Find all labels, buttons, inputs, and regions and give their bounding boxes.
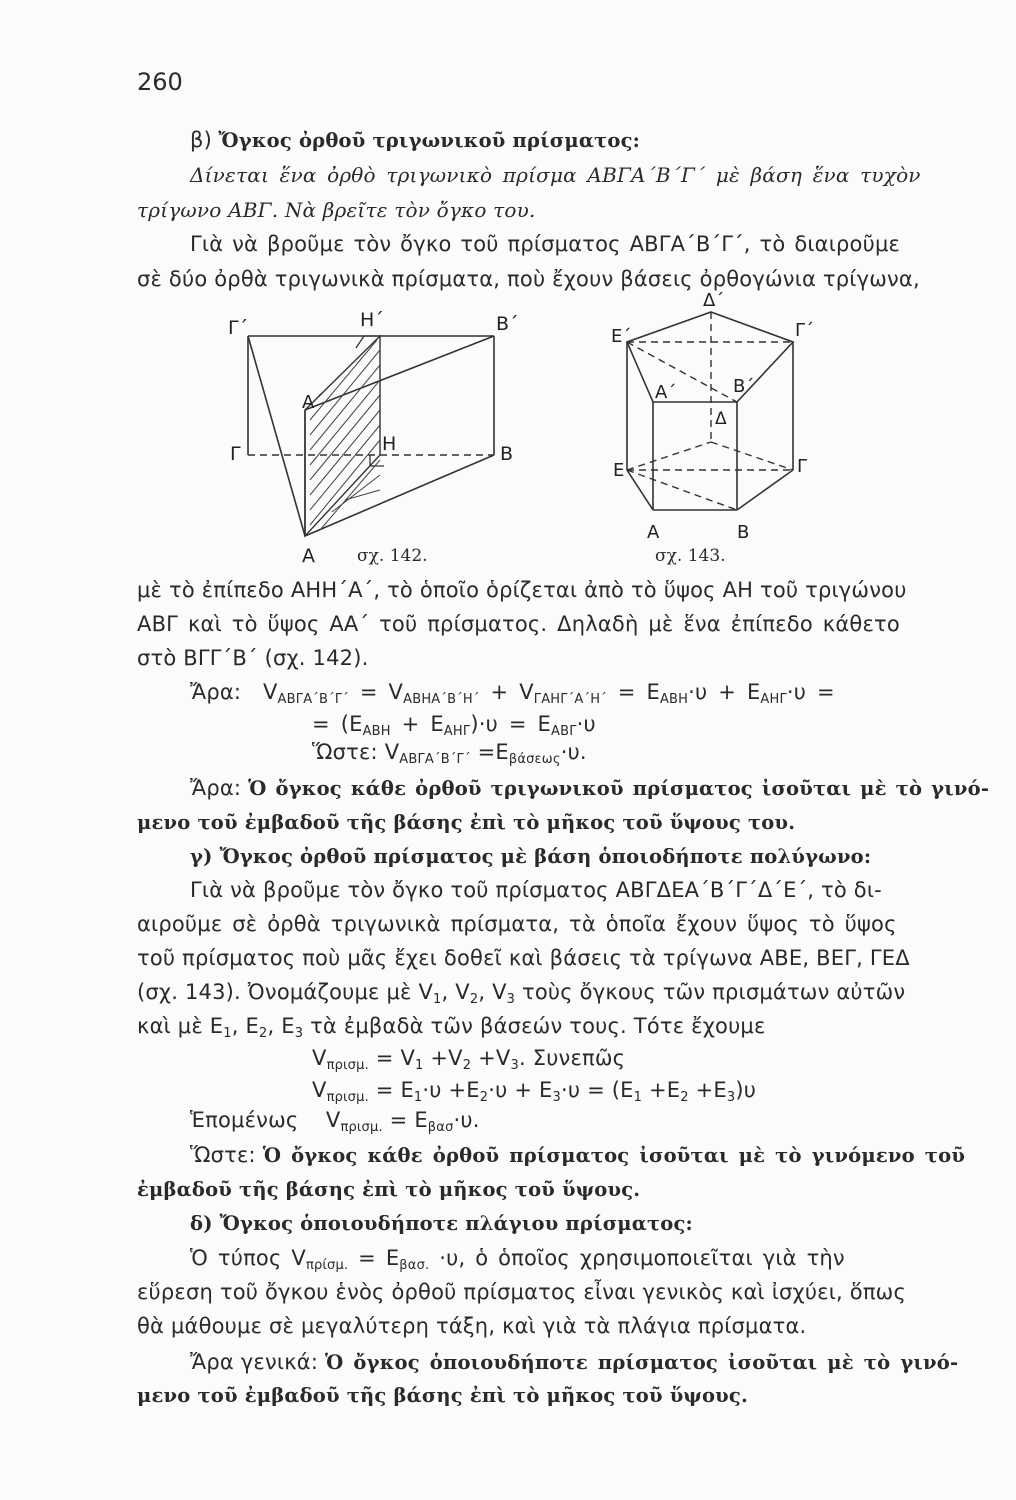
subscript: 1: [413, 1090, 423, 1105]
section-g-para-4: [137, 980, 905, 1007]
label-d: Δ: [715, 409, 727, 429]
subscript: 3: [726, 1090, 736, 1105]
v-symbol: V: [384, 740, 400, 764]
figure-143: [605, 292, 825, 552]
dot-u: ·υ: [688, 680, 708, 704]
text: , V: [478, 980, 507, 1004]
e-symbol: Ε: [430, 712, 444, 736]
equals: =: [359, 680, 378, 704]
text: , V: [441, 980, 470, 1004]
label-g: Γ: [797, 456, 808, 477]
figure-142: [220, 300, 530, 570]
section-d-title: δ) Ὄγκος ὁποιουδήποτε πλάγιου πρίσματος:: [190, 1212, 693, 1235]
subscript: βασ: [427, 1120, 454, 1135]
equals: =: [477, 740, 496, 764]
plus: +: [490, 680, 509, 704]
text: Ἑπομένως: [190, 1108, 299, 1132]
subscript: πρισμ.: [326, 1090, 369, 1105]
e-symbol: Ε: [646, 680, 660, 704]
text: (σχ. 143). Ὀνομάζουμε μὲ V: [137, 980, 434, 1004]
text: , Ε: [231, 1014, 259, 1038]
plane-hatching: [310, 340, 380, 530]
figure-142-caption: σχ. 142.: [357, 546, 428, 566]
text: Ὁ τύπος V: [190, 1246, 306, 1270]
ara-label: Ἄρα:: [190, 680, 242, 704]
formula-b-2: [312, 712, 596, 739]
section-g-conclusion-1: [190, 1143, 965, 1167]
label-g1: Γ΄: [228, 317, 249, 339]
label-e1: Ε΄: [611, 326, 632, 347]
section-d-para-1: [190, 1246, 845, 1273]
edge-b-g: [737, 470, 793, 510]
section-d-conclusion-2: μενο τοῦ ἐμβαδοῦ τῆς βάσης ἐπὶ τὸ μῆκος τοῦ ὕψους.: [137, 1384, 748, 1407]
text: τὰ ἐμβαδὰ τῶν βάσεών τους. Τότε ἔχουμε: [303, 1014, 766, 1038]
text: = Ε: [382, 1108, 428, 1132]
text: ·υ = (Ε: [561, 1078, 634, 1102]
formula-b-1: [190, 680, 835, 707]
right-angle-top: [356, 336, 380, 348]
conclusion-b-2: μενο τοῦ ἐμβαδοῦ τῆς βάσης ἐπὶ τὸ μῆκος τοῦ ὕψους του.: [137, 811, 796, 834]
subscript: ΑΒΓ: [550, 724, 577, 739]
label-h1: Η΄: [360, 309, 384, 331]
conclusion-prefix: Ἄρα γενικά:: [190, 1350, 319, 1374]
subscript: 2: [462, 1058, 472, 1073]
section-b-given-1: Δίνεται ἕνα ὀρθὸ τριγωνικὸ πρίσμα ΑΒΓΑ΄Β΄Γ΄ μὲ βάση ἕνα τυχὸν: [190, 163, 921, 187]
e-symbol: Ε: [495, 740, 509, 764]
paren: (: [340, 712, 350, 736]
section-d-heading: [190, 1212, 693, 1235]
text: καὶ μὲ Ε: [137, 1014, 224, 1038]
label-a1: Α΄: [302, 392, 324, 413]
formula-g-2: $V_{\pi\rho\iota\sigma\mu.} = E_1\cdot\upsilon +E_2\cdot\upsilon + E_3\cdot\upsilon = (E_1 +E_2 +E_3)\upsilon$: [312, 1078, 757, 1105]
after-fig-line-1: μὲ τὸ ἐπίπεδο ΑΗΗ΄Α΄, τὸ ὁποῖο ὁρίζεται ἀπὸ τὸ ὕψος ΑΗ τοῦ τριγώνου: [137, 578, 907, 602]
text: ·υ +Ε: [422, 1078, 480, 1102]
section-g-heading: [190, 845, 871, 868]
dot-u: ·υ: [576, 712, 596, 736]
formula-b-3: [312, 740, 587, 767]
plus: +: [718, 680, 737, 704]
section-g-title: γ) Ὄγκος ὀρθοῦ πρίσματος μὲ βάση ὁποιοδήποτε πολύγωνο:: [190, 845, 872, 868]
section-g-para-5: [137, 1014, 766, 1041]
text: ·υ.: [453, 1108, 480, 1132]
dot-u: ·υ.: [560, 740, 587, 764]
subscript: πρισμ.: [340, 1120, 383, 1135]
after-fig-line-3: στὸ ΒΓΓ΄Β΄ (σχ. 142).: [137, 646, 369, 670]
subscript: 1: [415, 1058, 424, 1073]
section-b-para-1: Γιὰ νὰ βροῦμε τὸν ὄγκο τοῦ πρίσματος ΑΒΓΑ΄Β΄Γ΄, τὸ διαιροῦμε: [190, 232, 901, 256]
edge-b1-a1: [305, 336, 494, 410]
conclusion-b-prefix: Ἄρα:: [190, 776, 242, 800]
text: = Ε: [368, 1078, 414, 1102]
label-b1: Β΄: [496, 313, 519, 335]
subscript: 2: [258, 1026, 268, 1041]
text: τοὺς ὄγκους τῶν πρισμάτων αὐτῶν: [515, 980, 906, 1004]
section-b-heading: [190, 128, 640, 152]
equals: =: [508, 712, 527, 736]
subscript: 3: [294, 1026, 304, 1041]
subscript: 3: [510, 1058, 519, 1073]
equals: =: [312, 712, 330, 736]
page-number: 260: [137, 68, 183, 96]
text: +Ε: [642, 1078, 681, 1102]
subscript: βασ.: [399, 1258, 430, 1273]
subscript: 3: [506, 992, 516, 1007]
formula-g-1: $V_{\pi\rho\iota\sigma\mu.} = V_1 +V_2 +V_3$. Συνεπῶς: [312, 1046, 626, 1073]
text: ·υ, ὁ ὁποῖος χρησιμοποιεῖται γιὰ τὴν: [429, 1246, 845, 1270]
after-fig-line-2: ΑΒΓ καὶ τὸ ὕψος ΑΑ΄ τοῦ πρίσματος. Δηλαδὴ μὲ ἕνα ἐπίπεδο κάθετο: [137, 612, 900, 636]
subscript: ΑΒΗΑ΄Β΄Η΄: [403, 692, 480, 707]
dot-u: ·υ: [786, 680, 807, 704]
plane-ahh1a1: [305, 336, 380, 536]
e-symbol: Ε: [537, 712, 551, 736]
subscript: 2: [680, 1090, 689, 1105]
subscript: 1: [433, 992, 442, 1007]
edge-d-g-hidden: [711, 442, 793, 470]
text: +V: [471, 1046, 511, 1070]
text: )υ: [735, 1078, 757, 1102]
text: ·υ + Ε: [488, 1078, 553, 1102]
diag-e1-b1: [627, 342, 737, 402]
text: +V: [423, 1046, 463, 1070]
plus: +: [401, 712, 420, 736]
e-symbol: Ε: [746, 680, 761, 704]
v-symbol: V: [262, 680, 278, 704]
equals: =: [817, 680, 835, 704]
section-g-para-3: τοῦ πρίσματος ποὺ μᾶς ἔχει δοθεῖ καὶ βάσεις τὰ τρίγωνα ΑΒΕ, ΒΕΓ, ΓΕΔ: [137, 946, 910, 970]
paren-u: )·υ: [470, 712, 498, 736]
conclusion-text: Ὁ ὄγκος ὁποιουδήποτε πρίσματος ἰσοῦται μὲ τὸ γινό-: [325, 1351, 959, 1374]
edge-e-d-hidden: [627, 442, 711, 470]
text: +Ε: [688, 1078, 727, 1102]
section-b-title: Ὄγκος ὀρθοῦ τριγωνικοῦ πρίσματος:: [218, 129, 641, 152]
subscript: ΑΒΓΑ΄Β΄Γ΄: [399, 752, 471, 767]
hatch-line: [320, 460, 380, 530]
label-a1: Α΄: [655, 382, 677, 403]
section-d-para-2: εὕρεση τοῦ ὄγκου ἑνὸς ὀρθοῦ πρίσματος εἶναι γενικὸς καὶ ἰσχύει, ὅπως: [137, 1280, 906, 1304]
conclusion-text: Ὁ ὄγκος κάθε ὀρθοῦ πρίσματος ἰσοῦται μὲ τὸ γινόμενο τοῦ: [262, 1144, 966, 1167]
text: . Συνεπῶς: [518, 1046, 626, 1070]
subscript: ΑΒΗ: [659, 692, 689, 707]
top-pentagon: [627, 312, 793, 402]
label-g1: Γ΄: [795, 320, 815, 341]
text: , Ε: [267, 1014, 295, 1038]
subscript: 1: [633, 1090, 643, 1105]
text: = V: [368, 1046, 416, 1070]
equals: =: [617, 680, 636, 704]
conclusion-b-1: [190, 776, 989, 800]
subscript: ΑΒΓΑ΄Β΄Γ΄: [277, 692, 349, 707]
edge-g1-a: [248, 336, 305, 536]
subscript: ΑΗΓ: [760, 692, 787, 707]
section-b-para-2: σὲ δύο ὀρθὰ τριγωνικὰ πρίσματα, ποὺ ἔχουν βάσεις ὀρθογώνια τρίγωνα,: [137, 267, 920, 291]
section-b-label: β): [190, 128, 212, 152]
label-a: Α: [647, 522, 660, 543]
e-symbol: Ε: [349, 712, 363, 736]
subscript: 1: [223, 1026, 232, 1041]
subscript: ΑΒΗ: [362, 724, 391, 739]
figure-143-caption: σχ. 143.: [655, 546, 726, 566]
label-b: Β: [737, 522, 750, 543]
section-b-given-2: τρίγωνο ΑΒΓ. Νὰ βρεῖτε τὸν ὄγκο του.: [137, 198, 536, 222]
conclusion-b-text-1: Ὁ ὄγκος κάθε ὀρθοῦ τριγωνικοῦ πρίσματος ἰσοῦται μὲ τὸ γινό-: [248, 777, 990, 800]
text: = Ε: [348, 1246, 400, 1270]
subscript: πρισμ.: [326, 1058, 369, 1073]
subscript: 3: [552, 1090, 561, 1105]
label-e: Ε: [613, 460, 625, 481]
label-d1: Δ΄: [703, 292, 725, 311]
label-b1: Β΄: [733, 376, 755, 397]
formula-g-3: Ἑπομένως $V_{\pi\rho\iota\sigma\mu.} = E_{\beta\alpha\sigma}\cdot\upsilon$.: [190, 1108, 480, 1135]
subscript: ΑΗΓ: [443, 724, 471, 739]
edge-e-a: [627, 470, 653, 510]
label-b: Β: [500, 443, 514, 465]
label-h: Η: [382, 433, 397, 455]
label-a: Α: [302, 545, 315, 567]
section-g-conclusion-2: ἐμβαδοῦ τῆς βάσης ἐπὶ τὸ μῆκος τοῦ ὕψους.: [137, 1178, 641, 1201]
section-d-conclusion-1: [190, 1350, 958, 1374]
hoste-label: Ὥστε:: [312, 740, 378, 764]
diag-e-b-hidden: [627, 470, 737, 510]
section-g-para-1: Γιὰ νὰ βροῦμε τὸν ὄγκο τοῦ πρίσματος ΑΒΓΔΕΑ΄Β΄Γ΄Δ΄Ε΄, τὸ δι-: [190, 878, 882, 902]
subscript: 2: [469, 992, 479, 1007]
hoste-label: Ὥστε:: [190, 1143, 256, 1167]
v-symbol: V: [519, 680, 534, 704]
section-g-para-2: αιροῦμε σὲ ὀρθὰ τριγωνικὰ πρίσματα, τὰ ὁποῖα ἔχουν ὕψος τὸ ὕψος: [137, 912, 897, 936]
subscript: ΓΑΗΓ΄Α΄Η΄: [533, 692, 607, 707]
label-g: Γ: [230, 443, 241, 465]
subscript: βάσεως: [508, 752, 561, 767]
subscript: πρίσμ.: [305, 1258, 349, 1273]
v-symbol: V: [388, 680, 404, 704]
subscript: 2: [479, 1090, 489, 1105]
section-d-para-3: θὰ μάθουμε σὲ μεγαλύτερη τάξη, καὶ γιὰ τὰ πλάγια πρίσματα.: [137, 1314, 807, 1338]
